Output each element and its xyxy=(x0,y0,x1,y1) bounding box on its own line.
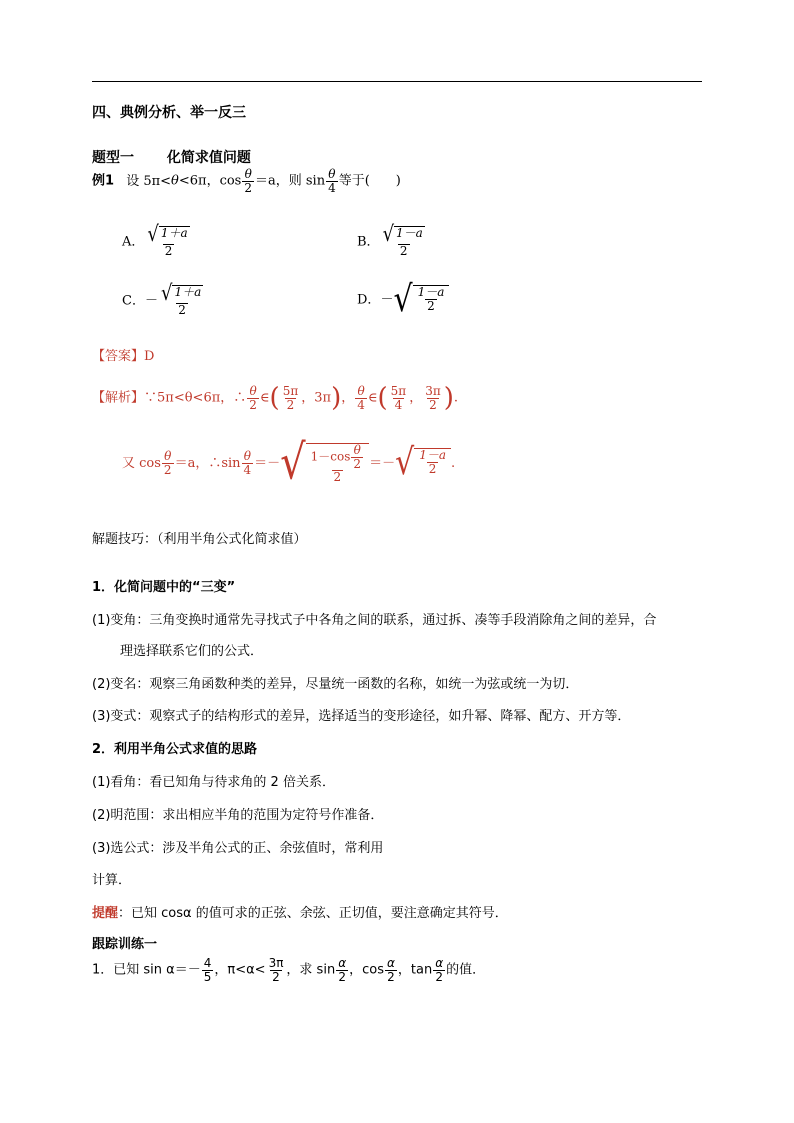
option-frac xyxy=(159,280,205,317)
example-label: 例1 xyxy=(92,173,115,189)
frac-den: 2 xyxy=(429,397,437,412)
theta-over-4 xyxy=(326,168,338,194)
example-eq: ＝a，则 sin xyxy=(255,173,326,189)
example-intro: 设 5π< xyxy=(126,173,172,189)
analysis-line-1: 【解析】∵5π<θ<6π，∴ $\frac{\theta}{2}$ ∈( $\frac{5\pi}{2}$ ，3π)， $\frac{\theta}{4}$ ∈( $\frac{5\pi}{4}$ ， $\frac{3\pi}{2}$ ). xyxy=(92,383,459,413)
answer-value: D xyxy=(144,349,155,364)
frac-num: θ xyxy=(353,443,361,457)
q-text: 1．已知 sin α＝－ xyxy=(92,962,201,978)
theta-over-2 xyxy=(242,168,254,194)
option-den: 2 xyxy=(178,303,186,317)
q-text: 的值． xyxy=(446,962,486,978)
option-den: 2 xyxy=(427,298,435,313)
frac-num: θ xyxy=(357,383,365,398)
frac-den: 2 xyxy=(163,462,172,477)
analysis-text: ＝－ xyxy=(369,455,396,471)
frac-den: 2 xyxy=(435,969,443,984)
example-mid: <6π，cos xyxy=(178,173,242,189)
frac-den: 2 xyxy=(387,969,395,984)
three-pi: 3π xyxy=(314,390,332,406)
frac-den: 2 xyxy=(249,397,257,412)
q-text: ，cos xyxy=(349,962,384,978)
tip-line xyxy=(92,902,508,921)
option-frac xyxy=(145,221,191,258)
s1-item-1: (1)变角：三角变换时通常先寻找式子中各角之间的联系，通过拆、凑等手段消除角之间的差异，合 xyxy=(92,613,657,628)
type-label: 题型一 xyxy=(92,150,134,166)
example-1 xyxy=(92,168,401,194)
frac-den: 2 xyxy=(353,456,362,471)
frac-den: 4 xyxy=(357,397,365,412)
frac-num: θ xyxy=(243,449,251,464)
s1-item-1-cont: 理选择联系它们的公式． xyxy=(120,644,264,659)
q-text: ，求 sin xyxy=(286,962,336,978)
option-den: 2 xyxy=(164,244,173,258)
radicand: 1－a xyxy=(394,226,425,244)
option-b[interactable] xyxy=(357,221,428,258)
frac-num: α xyxy=(386,956,395,970)
radicand: 1－a xyxy=(417,285,445,299)
period: . xyxy=(453,390,459,406)
frac-num: 5π xyxy=(282,383,299,398)
frac-den: 4 xyxy=(243,462,252,477)
option-letter: C． xyxy=(122,293,145,309)
type-title: 化简求值问题 xyxy=(166,150,251,166)
type-heading xyxy=(92,147,251,167)
practice-question-1 xyxy=(92,957,485,983)
example-tail: 等于( ) xyxy=(338,173,401,189)
frac-den: 2 xyxy=(272,969,280,984)
frac-den: 4 xyxy=(394,397,403,412)
option-sign: － xyxy=(144,293,158,309)
frac-num: θ xyxy=(328,167,336,181)
sqrt-symbol: √ 1－a xyxy=(382,221,423,247)
s2-title: 2．利用半角公式求值的思路 xyxy=(92,742,258,757)
sqrt-symbol: √ 1－cos $\frac{\theta}{2}$ 2 xyxy=(280,443,369,484)
sqrt-symbol: √ $\frac{1-a}{2}$ xyxy=(395,448,451,478)
header-rule xyxy=(92,81,702,82)
frac-den: 2 xyxy=(286,397,295,412)
radicand: 1＋a xyxy=(159,226,190,244)
analysis-text: ＝a，∴sin xyxy=(174,455,241,471)
radicand: 1＋a xyxy=(172,285,203,303)
s2-item-2: (2)明范围：求出相应半角的范围为定符号作准备． xyxy=(92,808,384,823)
s1-title: 1．化简问题中的“三变” xyxy=(92,580,236,595)
practice-title: 跟踪训练一 xyxy=(92,937,158,952)
option-letter: A． xyxy=(122,234,145,250)
option-den: 2 xyxy=(399,244,408,258)
sqrt-symbol: √ 1＋a xyxy=(160,280,202,306)
frac-num: θ xyxy=(244,167,252,181)
frac-num: α xyxy=(435,956,444,970)
option-d[interactable] xyxy=(357,278,449,321)
q-text: ，tan xyxy=(397,962,433,978)
analysis-line-2 xyxy=(122,435,456,491)
element-of: ∈ xyxy=(259,390,270,406)
frac-num: θ xyxy=(249,383,257,398)
section-heading: 四、典例分析、举一反三 xyxy=(92,105,246,121)
frac-den: 4 xyxy=(328,180,336,195)
s2-item-3: (3)选公式：涉及半角公式的正、余弦值时，常利用 xyxy=(92,841,384,856)
option-frac xyxy=(381,221,427,258)
theta-symbol: θ xyxy=(171,173,179,189)
comma: ， xyxy=(341,390,355,406)
period: . xyxy=(451,455,456,471)
s2-item-4: 计算． xyxy=(92,873,132,888)
frac-num: 3π xyxy=(268,956,284,970)
answer-label: 【答案】 xyxy=(92,349,145,364)
frac-num: 3π xyxy=(425,383,441,398)
frac-den: 2 xyxy=(244,180,252,195)
frac-num: 4 xyxy=(203,956,212,970)
element-of: ∈ xyxy=(367,390,378,406)
frac-num: 1－a xyxy=(419,448,446,463)
frac-den: 2 xyxy=(333,470,342,485)
comma: ， xyxy=(301,390,315,406)
s2-item-1: (1)看角：看已知角与待求角的 2 倍关系． xyxy=(92,775,335,790)
frac-num: 1－cos xyxy=(310,449,351,464)
analysis-label: 【解析】 xyxy=(92,390,145,406)
option-frac xyxy=(416,286,447,312)
option-letter: D． xyxy=(357,292,381,308)
analysis-text: ＝－ xyxy=(254,455,281,471)
answer-line xyxy=(92,345,154,364)
option-letter: B． xyxy=(357,234,380,250)
frac-num: α xyxy=(338,956,347,970)
analysis-text: ∵5π<θ<6π，∴ xyxy=(144,390,247,406)
sqrt-symbol: √ 1＋a xyxy=(147,221,188,247)
frac-den: 5 xyxy=(203,969,212,984)
option-a[interactable] xyxy=(122,221,193,258)
q-text: ，π<α< xyxy=(214,962,266,978)
frac-den: 2 xyxy=(338,969,346,984)
frac-num: θ xyxy=(164,449,172,464)
tip-text: ：已知 cosα 的值可求的正弦、余弦、正切值，要注意确定其符号． xyxy=(118,906,508,921)
s1-item-3: (3)变式：观察式子的结构形式的差异，选择适当的变形途径，如升幂、降幂、配方、开方等． xyxy=(92,709,631,724)
frac-den: 2 xyxy=(428,461,437,476)
analysis-text: 又 cos xyxy=(122,455,161,471)
comma: ， xyxy=(409,390,423,406)
option-sign: － xyxy=(380,292,394,308)
option-c[interactable] xyxy=(122,280,206,317)
frac-num: 5π xyxy=(390,383,407,398)
technique-line: 解题技巧：（利用半角公式化简求值） xyxy=(92,532,307,547)
sqrt-symbol: √ $\frac{1-a}{2}$ xyxy=(393,285,449,315)
s1-item-2: (2)变名：观察三角函数种类的差异，尽量统一函数的名称，如统一为弦或统一为切． xyxy=(92,677,579,692)
tip-label: 提醒 xyxy=(92,906,119,921)
